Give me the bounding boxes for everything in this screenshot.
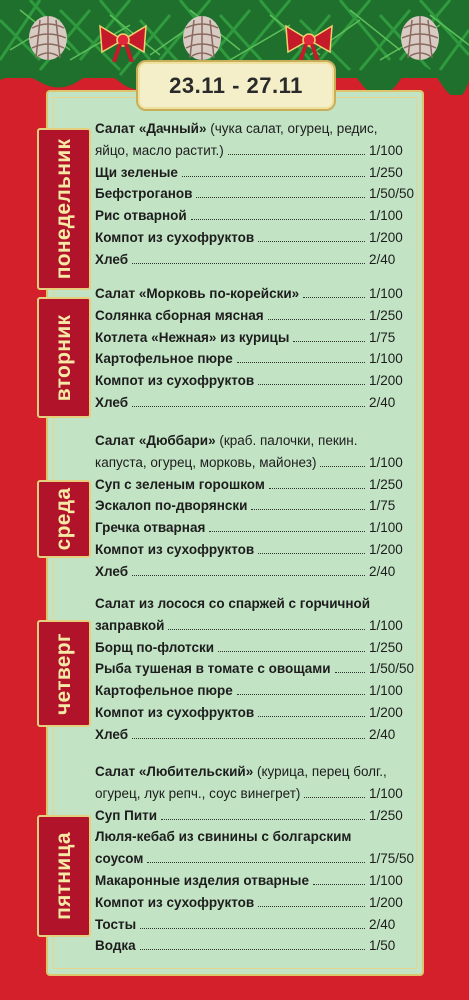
- menu-item: Борщ по-флотски 1/250: [95, 639, 403, 655]
- red-bow-icon: [282, 22, 336, 62]
- day-label: среда: [52, 487, 75, 551]
- menu-item: Салат «Дюббари» (краб. палочки, пекин.: [95, 433, 358, 448]
- day-label: понедельник: [52, 138, 75, 280]
- date-range: 23.11 - 27.11: [136, 60, 336, 111]
- menu-item: Макаронные изделия отварные 1/100: [95, 872, 403, 888]
- day-tab-tuesday: [37, 297, 91, 418]
- menu-item: Салат «Дачный» (чука салат, огурец, редис,: [95, 121, 378, 136]
- day-tab-friday: [37, 815, 91, 937]
- menu-item: Суп с зеленым горошком 1/250: [95, 476, 403, 492]
- menu-item: Эскалоп по-дворянски 1/75: [95, 498, 396, 514]
- day-menu-tuesday: [95, 286, 417, 417]
- menu-item: Компот из сухофруктов 1/200: [95, 541, 403, 557]
- menu-item: Картофельное пюре 1/100: [95, 351, 403, 367]
- red-bow-icon: [96, 22, 150, 62]
- menu-item: Компот из сухофруктов 1/200: [95, 373, 403, 389]
- pine-cone-icon: [180, 12, 224, 62]
- menu-item: Хлеб 2/40: [95, 563, 396, 579]
- menu-item: Тосты 2/40: [95, 916, 396, 932]
- menu-item: капуста, огурец, морковь, майонез) 1/100: [95, 454, 403, 470]
- day-tab-thursday: [37, 620, 91, 727]
- menu-item: Салат «Морковь по-корейски» 1/100: [95, 286, 403, 301]
- menu-item: Суп Пити 1/250: [95, 807, 403, 823]
- menu-item: Компот из сухофруктов 1/200: [95, 894, 403, 910]
- pine-cone-icon: [398, 12, 442, 62]
- day-menu-monday: [95, 121, 417, 274]
- menu-item: Бефстроганов 1/50/50: [95, 186, 415, 202]
- day-tab-wednesday: [37, 480, 91, 558]
- menu-item: Водка 1/50: [95, 938, 396, 954]
- day-label: вторник: [52, 314, 75, 401]
- day-menu-friday: [95, 764, 417, 960]
- menu-item: Хлеб 2/40: [95, 726, 396, 742]
- menu-item: соусом 1/75/50: [95, 851, 415, 867]
- day-label: четверг: [52, 632, 75, 715]
- menu-item: Салат из лосося со спаржей с горчичной: [95, 596, 371, 611]
- menu-item: Котлета «Нежная» из курицы 1/75: [95, 329, 396, 345]
- menu-item: Люля-кебаб из свинины с болгарским: [95, 829, 352, 845]
- menu-item: Щи зеленые 1/250: [95, 164, 403, 180]
- menu-item: яйцо, масло растит.) 1/100: [95, 142, 403, 158]
- menu-item: Хлеб 2/40: [95, 394, 396, 410]
- menu-item: заправкой 1/100: [95, 617, 403, 633]
- menu-item: Рыба тушеная в томате с овощами 1/50/50: [95, 661, 415, 677]
- pine-cone-icon: [26, 12, 70, 62]
- menu-item: Рис отварной 1/100: [95, 208, 403, 224]
- menu-item: Компот из сухофруктов 1/200: [95, 229, 403, 245]
- day-tab-monday: [37, 128, 91, 290]
- menu-item: огурец, лук репч., соус винегрет) 1/100: [95, 785, 403, 801]
- menu-item: Компот из сухофруктов 1/200: [95, 704, 403, 720]
- menu-item: Солянка сборная мясная 1/250: [95, 307, 403, 323]
- menu-item: Картофельное пюре 1/100: [95, 683, 403, 699]
- day-menu-thursday: [95, 596, 417, 749]
- menu-item: Салат «Любительский» (курица, перец болг.,: [95, 764, 387, 779]
- menu-item: Гречка отварная 1/100: [95, 520, 403, 536]
- day-menu-wednesday: [95, 433, 417, 586]
- menu-item: Хлеб 2/40: [95, 251, 396, 267]
- day-label: пятница: [52, 832, 75, 920]
